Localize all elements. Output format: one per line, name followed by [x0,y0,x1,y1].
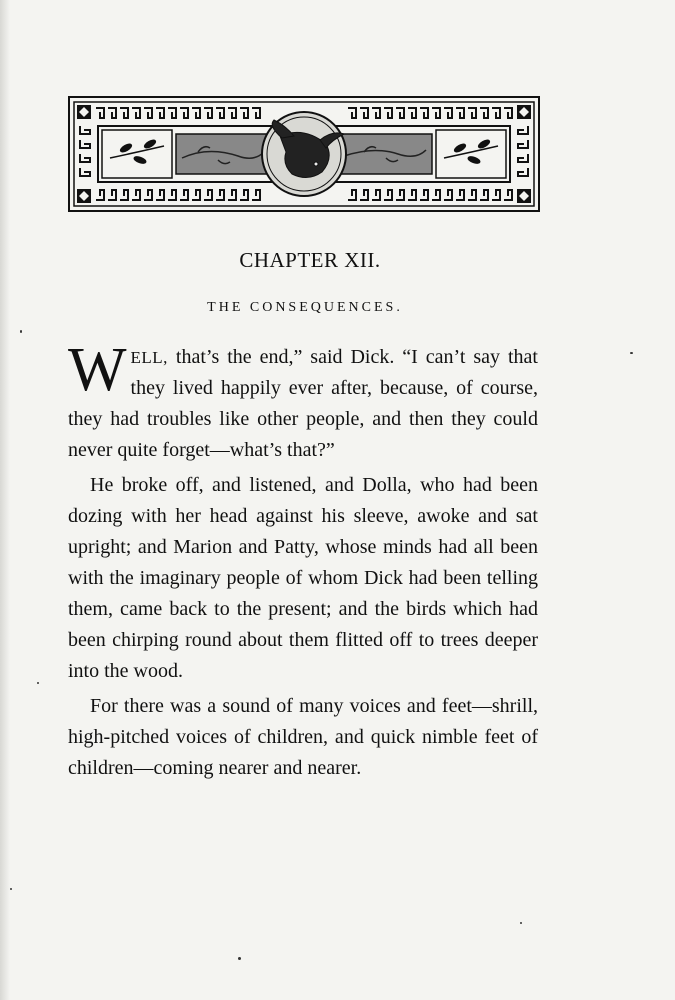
print-speck [238,957,241,960]
page-edge-shadow [0,0,10,1000]
chapter-subtitle: THE CONSEQUENCES. [207,300,403,315]
paragraph [68,336,538,466]
paragraph-text: He broke off, and listened, and Dolla, who had been dozing with her head against his sleeve, awoke and sat upright; and Marion and Patty, whose minds had all been with the imaginary people of whom Dick had been telling them, came back to the present; and the birds which had been chirping round about them flitted off to trees deeper into the wood. [68,474,538,682]
chapter-title: CHAPTER XII. [239,248,381,272]
print-speck [20,330,22,333]
paragraph-text: For there was a sound of many voices and feet—shrill, high-pitched voices of children, and quick nimble feet of children—coming nearer and nearer. [68,695,538,779]
print-speck [37,682,39,684]
paragraph-text: that’s the end,” said Dick. “I can’t say that they lived happily ever after, because, of course, they had troubles like other people, and then they could never quite forget—what’s that?” [68,346,538,461]
drop-cap: W [68,336,127,404]
headpiece-ornament [68,96,540,212]
print-speck [520,922,522,924]
print-speck [630,352,633,354]
lead-in-small-caps: ELL, [130,348,168,367]
paragraph [68,470,538,687]
chapter-body [68,336,538,788]
print-speck [10,888,12,890]
paragraph [68,691,538,784]
